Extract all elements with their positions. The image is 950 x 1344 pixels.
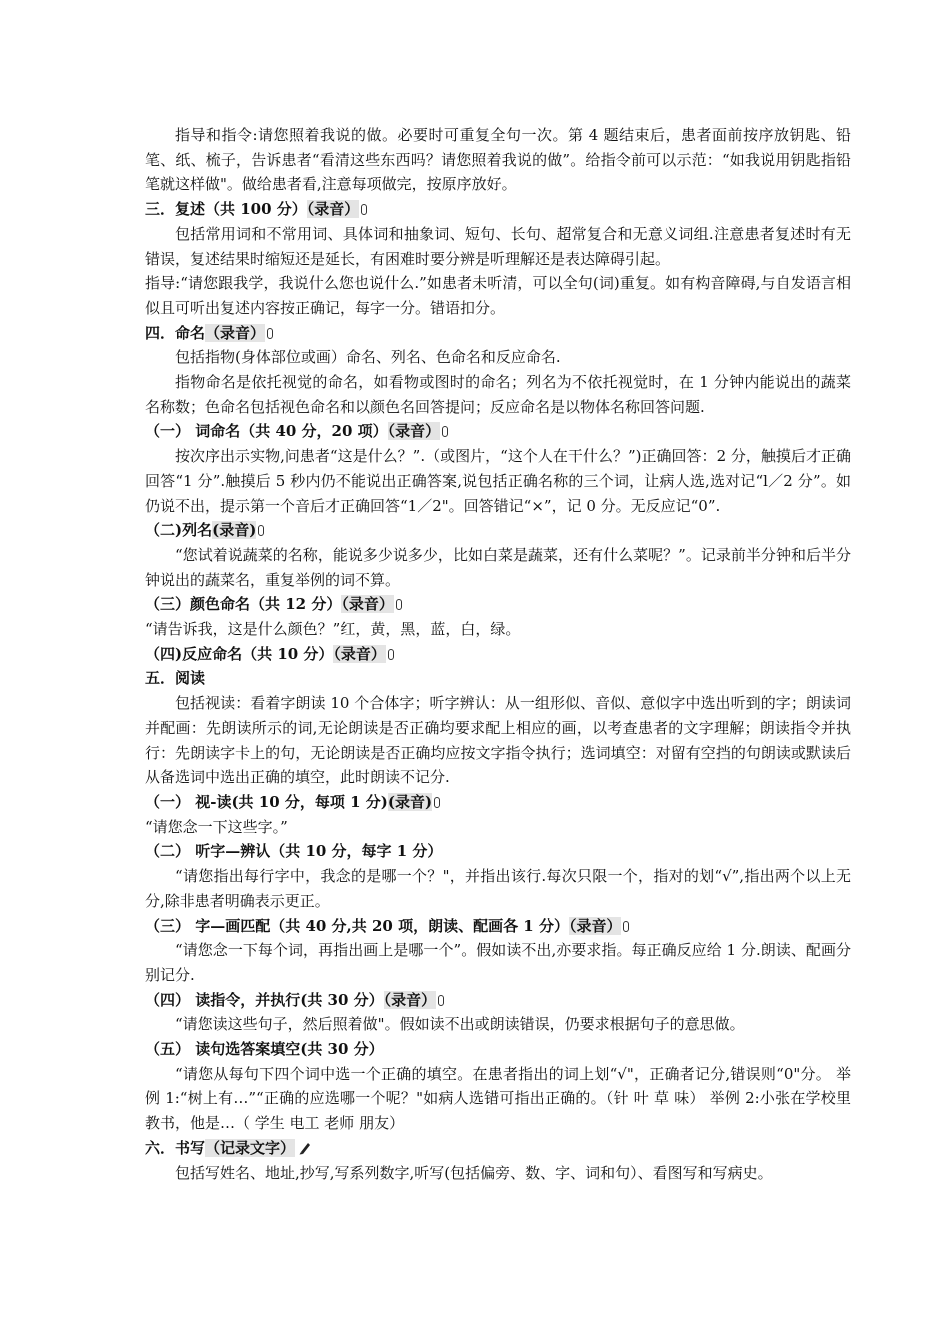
recording-tag: （录音） (383, 990, 437, 1009)
heading-text: 五．阅读 (145, 669, 206, 688)
section-heading (145, 642, 851, 667)
section-heading (145, 1136, 851, 1161)
recording-tag: （录音） (205, 323, 266, 342)
microphone-icon (267, 328, 273, 339)
section-heading (145, 666, 851, 691)
heading-text: 三．复述（共 100 分） (145, 200, 307, 219)
heading-text: （一） 词命名（共 40 分，20 项） (145, 422, 388, 441)
heading-text: （四)反应命名（共 10 分） (145, 644, 334, 663)
heading-text: （三） 字—画匹配（共 40 分,共 20 项，朗读、配画各 1 分） (145, 916, 569, 935)
section-heading (145, 914, 851, 939)
body-paragraph: “请您读这些句子，然后照着做"。假如读不出或朗读错误，仍要求根据句子的意思做。 (175, 1015, 745, 1034)
microphone-icon (396, 599, 402, 610)
body-paragraph: 指物命名是依托视觉的命名，如看物或图时的命名；列名为不依托视觉时，在 1 分钟内能说出的蔬菜名称数；色命名包括视色命名和以颜色名回答提问；反应命名是以物体名称回答问题. (145, 373, 851, 416)
section-heading (145, 988, 851, 1013)
heading-text: （三）颜色命名（共 12 分） (145, 595, 342, 614)
heading-text: 六．书写 (145, 1138, 206, 1157)
section-heading (145, 419, 851, 444)
heading-text: （二)列名 (145, 521, 213, 540)
microphone-icon (258, 525, 264, 536)
recording-tag: （录音） (341, 595, 394, 614)
recording-tag: （录音） (387, 422, 441, 441)
body-paragraph: 包括写姓名、地址,抄写,写系列数字,听写(包括偏旁、数、字、词和句）、看图写和写病史。 (175, 1163, 773, 1182)
recording-tag: （录音） (306, 200, 360, 219)
section-heading (145, 839, 851, 864)
heading-text: （二） 听字—辨认（共 10 分，每字 1 分） (145, 842, 443, 861)
body-paragraph: “请您从每句下四个词中选一个正确的填空。在患者指出的词上划“√"，正确者记分,错误则“0"分。 举例 1:“树上有…”“正确的应选哪一个呢？"如病人选错可指出正确的。（针 叶 草 味） 举例 2:小张在学校里教书，他是…（ 学生 电工 老师 朋友） (145, 1064, 851, 1133)
heading-text: （一） 视-读(共 10 分，每项 1 分) (145, 792, 388, 811)
microphone-icon (438, 995, 444, 1006)
heading-text: （五） 读句选答案填空(共 30 分） (145, 1040, 384, 1059)
body-paragraph: 指导和指令:请您照着我说的做。必要时可重复全句一次。第 4 题结束后，患者面前按序放钥匙、铅笔、纸、梳子，告诉患者“看清这些东西吗？请您照着我说的做”。给指令前可以示范：“如我说用钥匙指铅笔就这样做"。做给患者看,注意每项做完，按原序放好。 (145, 126, 851, 194)
heading-text: 四．命名 (145, 323, 206, 342)
section-heading (145, 1037, 851, 1062)
recording-tag: (录音) (387, 792, 433, 811)
body-paragraph: “您试着说蔬菜的名称，能说多少说多少，比如白菜是蔬菜，还有什么菜呢？”。记录前半分钟和后半分钟说出的蔬菜名，重复举例的词不算。 (145, 545, 851, 589)
section-heading (145, 790, 851, 815)
recording-tag: （录音） (568, 916, 622, 935)
instruction-line: “请您念一下这些字。” (145, 817, 288, 836)
body-paragraph: 包括指物(身体部位或画）命名、列名、色命名和反应命名. (175, 348, 561, 367)
heading-text: （四） 读指令，并执行(共 30 分） (145, 990, 384, 1009)
document-body (145, 123, 851, 1185)
microphone-icon (623, 921, 629, 932)
recording-tag: (录音) (212, 521, 257, 540)
body-paragraph: “请您念一下每个词，再指出画上是哪一个”。假如读不出,亦要求指。每正确反应给 1 分.朗读、配画分别记分. (145, 941, 851, 984)
section-heading (145, 518, 851, 543)
section-heading (145, 321, 851, 346)
microphone-icon (442, 426, 448, 437)
recording-tag: （录音） (333, 644, 386, 663)
pen-icon (298, 1141, 312, 1155)
microphone-icon (388, 649, 394, 660)
recording-tag: （记录文字） (205, 1138, 296, 1157)
instruction-line: “请告诉我，这是什么颜色？”红，黄，黑，蓝，白，绿。 (145, 620, 521, 639)
section-heading (145, 197, 851, 222)
microphone-icon (434, 797, 440, 808)
body-paragraph: 包括视读：看着字朗读 10 个合体字；听字辨认：从一组形似、音似、意似字中选出听到的字；朗读词并配画：先朗读所示的词,无论朗读是否正确均要求配上相应的画，以考查患者的文字理解；朗读指令并执行：先朗读字卡上的句，无论朗读是否正确均应按文字指令执行；选词填空：对留有空挡的句朗读或默读后从备选词中选出正确的填空，此时朗读不记分. (145, 694, 851, 787)
instruction-line: 指导:“请您跟我学，我说什么您也说什么.”如患者未听清，可以全句(词)重复。如有构音障碍,与自发语言相似且可听出复述内容按正确记，每字一分。错语扣分。 (145, 274, 851, 317)
body-paragraph: 按次序出示实物,问患者“这是什么？”.（或图片，“这个人在干什么？”)正确回答：2 分，触摸后才正确回答“1 分”.触摸后 5 秒内仍不能说出正确答案,说包括正确名称的三个词，让病人选,选对记“l／2 分”。如仍说不出，提示第一个音后才正确回答“1／2"。回答错记“×”，记 0 分。无反应记“0”. (145, 447, 851, 515)
body-paragraph: “请您指出每行字中，我念的是哪一个？"，并指出该行.每次只限一个，指对的划“√”,指出两个以上无分,除非患者明确表示更正。 (145, 867, 851, 910)
section-heading (145, 592, 851, 617)
microphone-icon (361, 204, 367, 215)
body-paragraph: 包括常用词和不常用词、具体词和抽象词、短句、长句、超常复合和无意义词组.注意患者复述时有无错误，复述结果时缩短还是延长，有困难时要分辨是听理解还是表达障碍引起。 (145, 224, 851, 268)
